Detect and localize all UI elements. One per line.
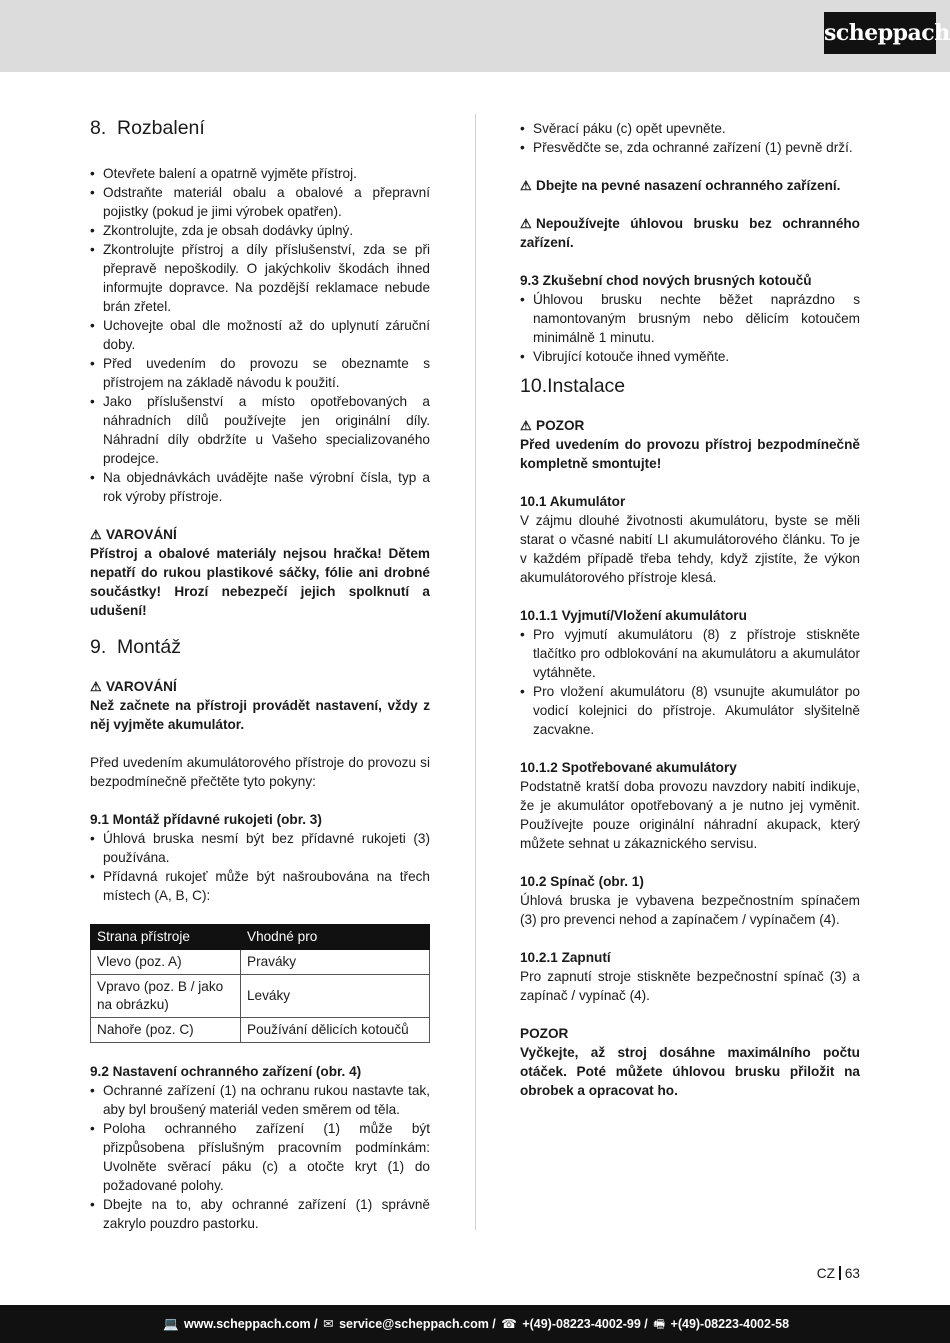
pozor-1-text: Před uvedením do provozu přístroj bezpodmínečně kompletně smontujte! [520,437,860,471]
list-item: • Pro vložení akumulátoru (8) vsunujte akumulátor po vodicí kolejnici do přístroje. Akumulátor slyšitelně zacvakne. [520,682,860,739]
footer-phone: +(49)-08223-4002-99 [522,1317,641,1331]
list-item: • Poloha ochranného zařízení (1) může být přizpůsobena příslušným pracovním podmínkám: Uvolněte svěrací páku (c) a otočte kryt (1) do požadované polohy. [90,1119,430,1195]
list-item: • Dbejte na to, aby ochranné zařízení (1) správně zakrylo pouzdro pastorku. [90,1195,430,1233]
list-item: • Svěrací páku (c) opět upevněte. [520,119,860,138]
warning-icon: ⚠ [90,527,102,542]
list-item: • Jako příslušenství a místo opotřebovaných a náhradních dílů používejte jen originální díly. Náhradní díly obdržíte u Vašeho specializovaného prodejce. [90,392,430,468]
continued-list [520,119,860,157]
table-row [91,1018,430,1043]
list-item: • Přesvědčte se, zda ochranné zařízení (1) pevně drží. [520,138,860,157]
section-10-1-heading: 10.1 Akumulátor [520,494,626,509]
pozor-2-title: POZOR [520,1026,569,1041]
pozor-1-title: ⚠ POZOR [520,418,585,433]
warning-3: ⚠ Dbejte na pevné nasazení ochranného zařízení. [520,178,841,193]
list-item: • Ochranné zařízení (1) na ochranu rukou nastavte tak, aby byl broušený materiál veden směrem od těla. [90,1081,430,1119]
list-item: • Otevřete balení a opatrně vyjměte přístroj. [90,164,430,183]
warning-icon: ⚠ [520,418,532,433]
left-column [90,116,430,1233]
section-9-2-list [90,1081,430,1233]
table-cell: Vpravo (poz. B / jako na obrázku) [91,975,241,1018]
intro-text: Před uvedením akumulátorového přístroje do provozu si bezpodmínečně přečtěte tyto pokyny: [90,755,430,789]
list-item: • Odstraňte materiál obalu a obalové a přepravní pojistky (pokud je jimi výrobek opatřen). [90,183,430,221]
warning-icon: ⚠ [520,178,532,193]
warning-4: ⚠ Nepoužívejte úhlovou brusku bez ochranného zařízení. [520,216,860,250]
brand-logo: scheppach [824,12,936,54]
list-item: • Uchovejte obal dle možností až do uplynutí záruční doby. [90,316,430,354]
section-10-2-1-heading: 10.2.1 Zapnutí [520,950,611,965]
warning-2-text: Než začnete na přístroji provádět nastavení, vždy z něj vyjměte akumulátor. [90,698,430,732]
section-10-heading: 10. Instalace [520,375,626,397]
header-bar [0,0,950,72]
section-10-1-2-text: Podstatně kratší doba provozu navzdory nabití indikuje, že je akumulátor opotřebovaný a je nutno jej vyměnit. Používejte pouze originální náhradní akupack, který můžete sehnat u zákaznického servisu. [520,779,860,851]
table-cell: Nahoře (poz. C) [91,1018,241,1043]
section-9-3-heading: 9.3 Zkušební chod nových brusných kotoučů [520,273,812,288]
table-cell: Používání dělicích kotoučů [241,1018,430,1043]
section-8-heading: 8. Rozbalení [90,117,205,139]
list-item: • Na objednávkách uvádějte naše výrobní čísla, typ a rok výroby přístroje. [90,468,430,506]
table-header-row [91,925,430,950]
warning-1-text: Přístroj a obalové materiály nejsou hračka! Dětem nepatří do rukou plastikové sáčky, fólie ani drobné součástky! Hrozí nebezpečí jejich spolknutí a udušení! [90,546,430,618]
warning-icon: ⚠ [90,679,102,694]
table-header: Vhodné pro [241,925,430,950]
right-column [520,119,860,1100]
table-row [91,950,430,975]
warning-2-title: ⚠ VAROVÁNÍ [90,679,177,694]
footer-email[interactable]: service@scheppach.com [339,1317,489,1331]
list-item: • Přídavná rukojeť může být našroubována na třech místech (A, B, C): [90,867,430,905]
table-cell: Leváky [241,975,430,1018]
list-item: • Pro vyjmutí akumulátoru (8) z přístroje stiskněte tlačítko pro odblokování na akumulátoru a akumulátor vytáhněte. [520,625,860,682]
section-10-1-2-heading: 10.1.2 Spotřebované akumulátory [520,760,737,775]
list-item: • Před uvedením do provozu se obeznamte s přístrojem na základě návodu k použití. [90,354,430,392]
section-10-1-1-heading: 10.1.1 Vyjmutí/Vložení akumulátoru [520,608,747,623]
section-10-1-text: V zájmu dlouhé životnosti akumulátoru, byste se měli starat o včasné nabití LI akumulátorového článku. To je v každém případě třeba tehdy, když zjistíte, že výkon akumulátorového přístroje klesá. [520,513,860,585]
section-9-1-heading: 9.1 Montáž přídavné rukojeti (obr. 3) [90,812,322,827]
list-item: • Úhlovou brusku nechte běžet naprázdno s namontovaným brusným nebo dělicím kotoučem minimálně 1 minutu. [520,290,860,347]
warning-icon: ⚠ [520,216,532,231]
table-row [91,975,430,1018]
section-10-2-heading: 10.2 Spínač (obr. 1) [520,874,644,889]
section-9-heading: 9. Montáž [90,636,181,658]
list-item: • Zkontrolujte přístroj a díly příslušenství, zda se při přepravě nepoškodily. O jakýchkoliv škodách ihned informujte dopravce. Na pozdější reklamace nebude brán zřetel. [90,240,430,316]
mail-icon: ✉ [323,1317,334,1331]
pozor-2-text: Vyčkejte, až stroj dosáhne maximálního počtu otáček. Poté můžete úhlovou brusku přiložit na obrobek a opracovat ho. [520,1045,860,1098]
section-9-2-heading: 9.2 Nastavení ochranného zařízení (obr. 4) [90,1064,362,1079]
computer-icon: 💻 [162,1317,179,1331]
list-item: • Vibrující kotouče ihned vyměňte. [520,347,860,366]
table-cell: Praváky [241,950,430,975]
handle-position-table [90,924,430,1043]
table-header: Strana přístroje [91,925,241,950]
column-divider [475,114,476,1230]
warning-1-title: ⚠ VAROVÁNÍ [90,527,177,542]
list-item: • Úhlová bruska nesmí být bez přídavné rukojeti (3) používána. [90,829,430,867]
section-10-1-1-list [520,625,860,739]
table-cell: Vlevo (poz. A) [91,950,241,975]
footer-website[interactable]: www.scheppach.com [184,1317,311,1331]
section-9-1-list [90,829,430,905]
phone-icon: ☎ [501,1317,517,1331]
section-10-2-1-text: Pro zapnutí stroje stiskněte bezpečnostní spínač (3) a zapínač / vypínač (4). [520,969,860,1003]
page-number: CZ 63 [816,1266,860,1281]
section-8-list [90,164,430,506]
section-9-3-list [520,290,860,366]
footer-bar: 💻 www.scheppach.com / ✉ service@scheppach.com / ☎ +(49)-08223-4002-99 / 🖷 +(49)-08223-4002-58 [0,1305,950,1343]
fax-icon: 🖷 [653,1317,666,1331]
section-10-2-text: Úhlová bruska je vybavena bezpečnostním spínačem (3) pro prevenci nehod a zapínačem / vypínačem (4). [520,893,860,927]
list-item: • Zkontrolujte, zda je obsah dodávky úplný. [90,221,430,240]
footer-fax: +(49)-08223-4002-58 [670,1317,790,1331]
